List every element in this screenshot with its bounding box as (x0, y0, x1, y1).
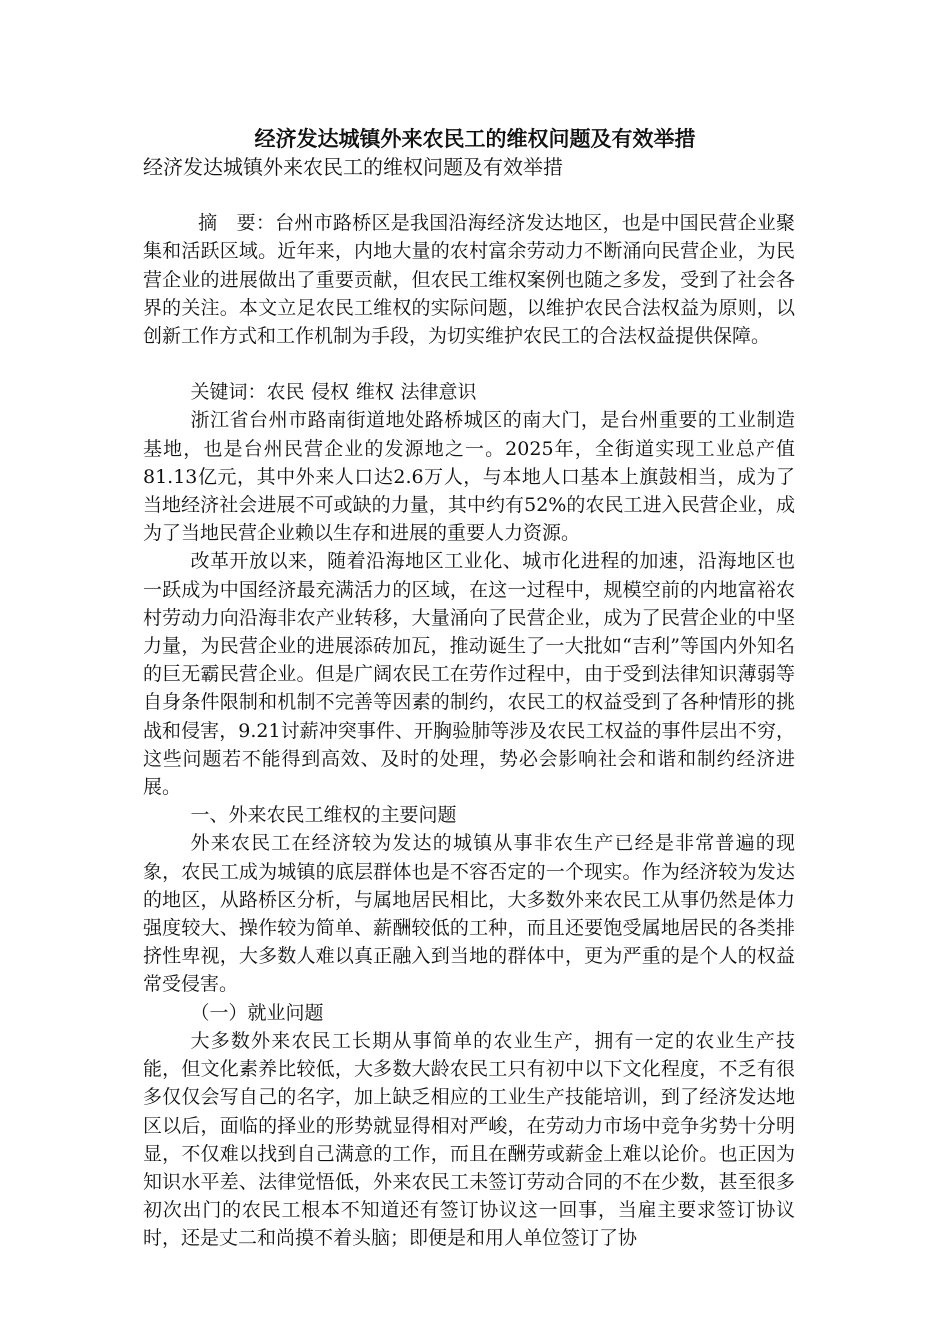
keyword: 农民 (266, 381, 305, 404)
keywords-line (143, 378, 795, 406)
section-heading: 一、外来农民工维权的主要问题 (190, 804, 457, 827)
subsection-heading: （一）就业问题 (190, 1001, 324, 1024)
abstract-paragraph: 摘 要：台州市路桥区是我国沿海经济发达地区，也是中国民营企业聚集和活跃区域。近年来，内地大量的农村富余劳动力不断涌向民营企业，为民营企业的进展做出了重要贡献，但农民工维权案例也随之多发，受到了社会各界的关注。本文立足农民工维权的实际问题，以维护农民合法权益为原则，以创新工作方式和工作机制为手段，为切实维护农民工的合法权益提供保障。 (143, 212, 795, 348)
document-subtitle: 经济发达城镇外来农民工的维权问题及有效举措 (143, 155, 563, 179)
body-paragraph: 改革开放以来，随着沿海地区工业化、城市化进程的加速，沿海地区也一跃成为中国经济最充满活力的区域，在这一过程中，规模空前的内地富裕农村劳动力向沿海非农产业转移，大量涌向了民营企业，成为了民营企业的中坚力量，为民营企业的进展添砖加瓦，推动诞生了一大批如“吉利”等国内外知名的巨无霸民营企业。但是广阔农民工在劳作过程中，由于受到法律知识薄弱等自身条件限制和机制不完善等因素的制约，农民工的权益受到了各种情形的挑战和侵害，9.21讨薪冲突事件、开胸验肺等涉及农民工权益的事件层出不穷，这些问题若不能得到高效、及时的处理，势必会影响社会和谐和制约经济进展。 (143, 550, 795, 799)
document-body (143, 153, 795, 1253)
body-paragraph: 浙江省台州市路南街道地处路桥城区的南大门，是台州重要的工业制造基地，也是台州民营企业的发源地之一。2025年，全街道实现工业总产值81.13亿元，其中外来人口达2.6万人，与本地人口基本上旗鼓相当，成为了当地经济社会进展不可或缺的力量，其中约有52%的农民工进入民营企业，成为了当地民营企业赖以生存和进展的重要人力资源。 (143, 409, 795, 545)
keywords-label: 关键词： (190, 381, 267, 404)
keyword: 维权 (355, 381, 394, 404)
keyword: 法律意识 (400, 381, 477, 404)
document-title: 经济发达城镇外来农民工的维权问题及有效举措 (254, 127, 696, 151)
body-paragraph: 外来农民工在经济较为发达的城镇从事非农生产已经是非常普遍的现象，农民工成为城镇的底层群体也是不容否定的一个现实。作为经济较为发达的地区，从路桥区分析，与属地居民相比，大多数外来农民工从事仍然是体力强度较大、操作较为简单、薪酬较低的工种，而且还要饱受属地居民的各类排挤性卑视，大多数人难以真正融入到当地的群体中，更为严重的是个人的权益常受侵害。 (143, 832, 795, 996)
keyword: 侵权 (311, 381, 350, 404)
body-paragraph: 大多数外来农民工长期从事简单的农业生产，拥有一定的农业生产技能，但文化素养比较低，大多数大龄农民工只有初中以下文化程度，不乏有很多仅仅会写自己的名字，加上缺乏相应的工业生产技能培训，到了经济发达地区以后，面临的择业的形势就显得相对严峻，在劳动力市场中竞争劣势十分明显，不仅难以找到自己满意的工作，而且在酬劳或薪金上难以论价。也正因为知识水平差、法律觉悟低，外来农民工未签订劳动合同的不在少数，甚至很多初次出门的农民工根本不知道还有签订协议这一回事，当雇主要求签订协议时，还是丈二和尚摸不着头脑；即便是和用人单位签订了协 (143, 1029, 795, 1250)
